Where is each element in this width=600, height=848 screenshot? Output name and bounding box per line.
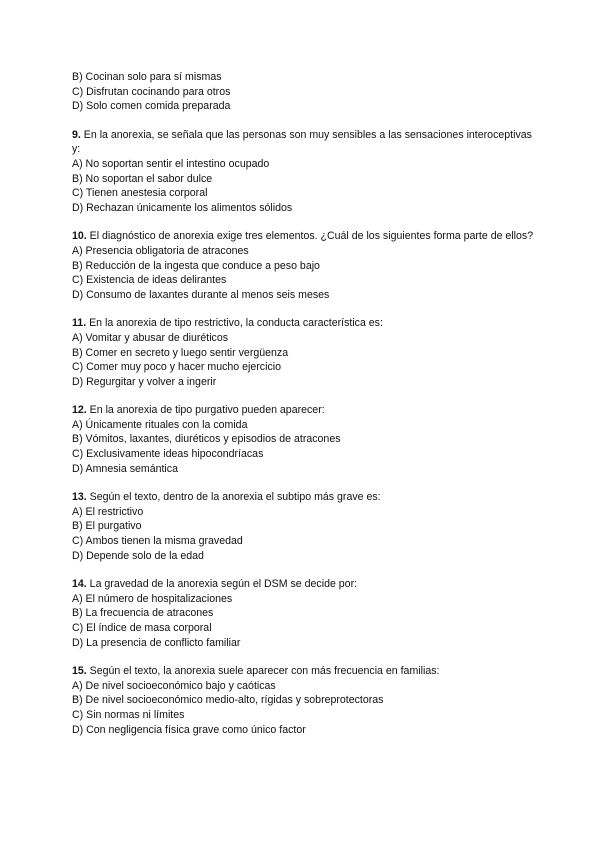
document-page	[72, 70, 542, 737]
question-text: En la anorexia, se señala que las personas son muy sensibles a las sensaciones interoceptivas y:	[72, 128, 532, 156]
question-stem	[72, 577, 542, 592]
question-text: Según el texto, la anorexia suele aparecer con más frecuencia en familias:	[86, 665, 440, 678]
question-text: En la anorexia de tipo restrictivo, la conducta característica es:	[86, 317, 383, 330]
question-number: 15.	[72, 665, 87, 678]
option-d: D) Amnesia semántica	[72, 462, 178, 475]
question-stem	[72, 128, 542, 157]
question-number: 12.	[72, 404, 87, 417]
option-c: C) Existencia de ideas delirantes	[72, 274, 227, 287]
option-b: B) La frecuencia de atracones	[72, 607, 214, 620]
question-number: 14.	[72, 578, 87, 591]
question-13	[72, 490, 542, 563]
question-text: Según el texto, dentro de la anorexia el subtipo más grave es:	[86, 491, 381, 504]
question-stem	[72, 316, 542, 331]
option-c: C) Comer muy poco y hacer mucho ejercicio	[72, 361, 282, 374]
option-a: A) No soportan sentir el intestino ocupado	[72, 157, 270, 170]
option-d: D) Depende solo de la edad	[72, 549, 204, 562]
question-10	[72, 229, 542, 302]
question-text: El diagnóstico de anorexia exige tres elementos. ¿Cuál de los siguientes forma parte de ellos?	[86, 230, 534, 243]
option-d: D) Solo comen comida preparada	[72, 100, 231, 113]
option-b: B) Reducción de la ingesta que conduce a peso bajo	[72, 259, 320, 272]
question-text: La gravedad de la anorexia según el DSM se decide por:	[86, 578, 358, 591]
option-a: A) El número de hospitalizaciones	[72, 592, 233, 605]
option-a: A) Presencia obligatoria de atracones	[72, 244, 249, 257]
option-c: C) Tienen anestesia corporal	[72, 187, 208, 200]
option-c: C) Exclusivamente ideas hipocondríacas	[72, 448, 264, 461]
option-d: D) Con negligencia física grave como único factor	[72, 723, 306, 736]
option-a: A) El restrictivo	[72, 505, 144, 518]
option-c: C) Disfrutan cocinando para otros	[72, 85, 231, 98]
question-number: 13.	[72, 491, 87, 504]
option-b: B) De nivel socioeconómico medio-alto, rígidas y sobreprotectoras	[72, 694, 384, 707]
option-a: A) Vomitar y abusar de diuréticos	[72, 331, 229, 344]
question-number: 10.	[72, 230, 87, 243]
option-d: D) La presencia de conflicto familiar	[72, 636, 241, 649]
question-number: 11.	[72, 317, 87, 330]
question-12	[72, 403, 542, 476]
question-text: En la anorexia de tipo purgativo pueden aparecer:	[86, 404, 325, 417]
question-15	[72, 664, 542, 737]
option-a: A) Únicamente rituales con la comida	[72, 418, 248, 431]
option-a: A) De nivel socioeconómico bajo y caóticas	[72, 679, 276, 692]
option-b: B) No soportan el sabor dulce	[72, 172, 213, 185]
question-stem	[72, 490, 542, 505]
question-9	[72, 128, 542, 216]
option-b: B) Cocinan solo para sí mismas	[72, 71, 222, 83]
option-b: B) Vómitos, laxantes, diuréticos y episodios de atracones	[72, 433, 341, 446]
option-d: D) Regurgitar y volver a ingerir	[72, 375, 217, 388]
option-b: B) Comer en secreto y luego sentir vergüenza	[72, 346, 289, 359]
option-d: D) Consumo de laxantes durante al menos seis meses	[72, 288, 330, 301]
option-d: D) Rechazan únicamente los alimentos sólidos	[72, 201, 293, 214]
question-stem	[72, 403, 542, 418]
option-b: B) El purgativo	[72, 520, 142, 533]
option-c: C) Ambos tienen la misma gravedad	[72, 535, 243, 548]
question-14	[72, 577, 542, 650]
question-stem	[72, 229, 542, 244]
option-c: C) El índice de masa corporal	[72, 622, 212, 634]
question-stem	[72, 664, 542, 679]
question-8-continuation	[72, 70, 542, 114]
option-c: C) Sin normas ni límites	[72, 708, 185, 721]
question-11	[72, 316, 542, 389]
question-number: 9.	[72, 128, 81, 141]
